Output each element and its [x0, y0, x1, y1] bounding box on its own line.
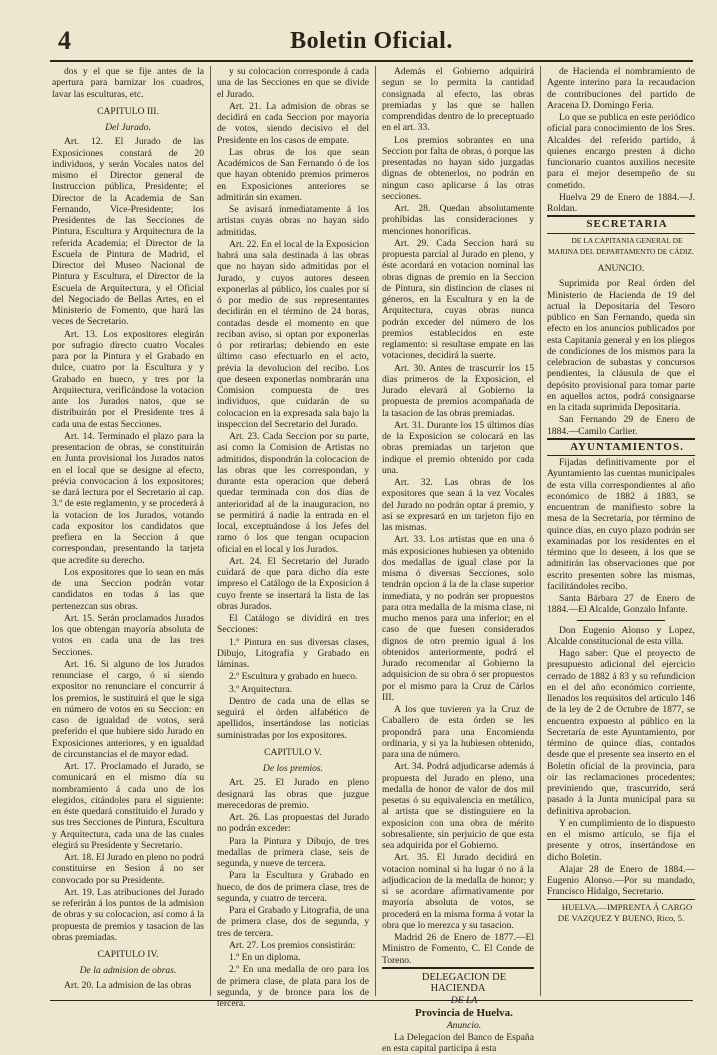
section-banner: AYUNTAMIENTOS. — [547, 438, 695, 456]
paragraph: Se avisará inmediatamente á los artistas cuyas obras no hayan sido admitidas. — [217, 204, 369, 238]
paragraph: Para la Pintura y Dibujo, de tres medallas de primera clase, seis de segunda, y nueve de tercera. — [217, 835, 369, 869]
paragraph: dos y el que se fije antes de la apertura para barnizar los cuadros, lavar las esculturas, etc. — [52, 66, 204, 100]
printer-imprint: HUELVA.—IMPRENTA Á CARGO DE VAZQUEZ Y BUENO, Rico, 5. — [547, 899, 695, 925]
page-number: 4 — [58, 26, 71, 55]
paragraph: Art. 32. Las obras de los expositores que sean á la vez Vocales del Jurado no podrán optar á premio, y así se expresará en un tarjeton fijo en las mismas. — [382, 477, 534, 533]
paragraph: Art. 14. Terminado el plazo para la presentacion de obras, se constituirán en Junta provisional los Jurados natos en el local que se designe al efecto, prévia convocacion á los expositores; se dará lectura por el Secretario al cap. 3.º de este reglamento, y se procederá á la votacion de los Jurados, votando cada expositor los candidatos que prefiera en la Seccion á que correspondan, presentando la tarjeta que acredite su derecho. — [52, 430, 204, 566]
section-rule — [577, 620, 665, 621]
paragraph: 2.º En una medalla de oro para los de primera clase, de plata para los de segunda, y de bronce para los de tercera. — [217, 964, 369, 1009]
paragraph: San Fernando 29 de Enero de 1884.—Camilo Carlier. — [547, 414, 695, 437]
paragraph: Alajar 28 de Enero de 1884.—Eugenio Alonso.—Por su mandado, Francisco Hidalgo, Secretario. — [547, 863, 695, 898]
paragraph: Art. 26. Las propuestas del Jurado no podrán exceder: — [217, 812, 369, 835]
paragraph: 1.º Pintura en sus diversas clases, Dibujo, Litografía y Grabado en láminas. — [217, 636, 369, 670]
centered-italic-line: Anuncio. — [446, 1019, 482, 1031]
footer-rule — [50, 1000, 693, 1001]
paragraph: Art. 31. Durante los 15 últimos días de la Exposicion se colocará en las obras premiadas un tarjeton que indique el premio obtenido por cada una. — [382, 419, 534, 476]
paragraph: Art. 16. Si alguno de los Jurados renunciase el cargo, ó si siendo expositor no renunciare el concurrir á los premios, le sustituirá el que le siga en número de votos en su Seccion: en caso de igualdad de votos, será preferido el que hubiere sido Jurado en Exposiciones anteriores, y en igualdad de circunstancias el de mayor edad. — [52, 658, 204, 760]
paragraph: Santa Bárbara 27 de Enero de 1884.—El Alcalde, Gonzalo Infante. — [547, 593, 695, 616]
section-heading: De los premios. — [262, 763, 324, 774]
chapter-heading: ANUNCIO. — [597, 263, 645, 274]
centered-bold-line: Provincia de Huelva. — [415, 1006, 513, 1019]
paragraph: Art. 29. Cada Seccion hará su propuesta parcial al Jurado en pleno, y éste acordará en votacion nominal las obras dignas de premio en la Seccion de Pintura, sin distincion de clases ni géneros, en la Escultura y en la de Arquitectura, cuyas obras nunca podrán exceder del número de los premios establecidos en este reglamento: si resultase empate en las votaciones, decidirá la suerte. — [382, 237, 534, 362]
paragraph: Además el Gobierno adquirirá segun se lo permita la cantidad consignada al efecto, las obras premiadas y las que se hallen comprendidas dentro de lo preceptuado en el art. 33. — [382, 66, 534, 134]
paragraph: Art. 28. Quedan absolutamente prohibidas las consideraciones y menciones honoríficas. — [382, 203, 534, 237]
section-heading: Del Jurado. — [105, 122, 151, 133]
chapter-heading: CAPITULO III. — [97, 105, 159, 117]
paragraph: Art. 19. Las atribuciones del Jurado se referirán á los puntos de la admision de obras y su colocacion, así como á la propuesta de premios y tasacion de las obras premiadas. — [52, 886, 204, 943]
newspaper-title: Boletin Oficial. — [290, 28, 453, 54]
paragraph: de Hacienda el nombramiento de Agente interino para la recaudacion de contribuciones del partido de Aracena D. Domingo Feria. — [547, 66, 695, 111]
paragraph: Dentro de cada una de ellas se seguirá el órden alfabético de apellidos, insertándose las noticias suministradas por los expositores. — [217, 695, 369, 741]
paragraph: Huelva 29 de Enero de 1884.—J. Roldan. — [547, 191, 695, 214]
chapter-heading: CAPITULO V. — [264, 746, 322, 758]
chapter-heading: CAPITULO IV. — [97, 949, 159, 960]
paragraph: Art. 23. Cada Seccion por su parte, así como la Comision de Artistas no admitidos, dispondrán la colocacion de las obras que les correspondan, y durante esta operacion que deberá quedar terminada con dos días de anterioridad al de la inauguracion, no se permitirá á nadie la entrada en el local, exceptuándose á los Jefes del ramo ó los que tengan ocupacion oficial en el local y los Jurados. — [217, 431, 369, 555]
paragraph: El Catálogo se dividirá en tres Secciones: — [217, 613, 369, 636]
paragraph: Fijadas definitivamente por el Ayuntamiento las cuentas municipales de esta villa correspondientes al año económico de 1882 á 1883, se encuentran de manifiesto sobre la mesa de la Secretaría, por término de quince días, en cuyo plazo podrán ser examinadas por los residentes en el término que lo deseen, á los que se admitirán las observaciones que por escrito presenten sobre las mismas, facilitándoles recibo. — [547, 457, 695, 592]
header-rule — [50, 60, 693, 62]
section-banner: SECRETARIA — [547, 215, 695, 233]
paragraph: Y en cumplimiento de lo dispuesto en el mismo artículo, se fija el presente y otros, insertándose en dicho Boletín. — [547, 817, 695, 863]
paragraph: Suprimida por Real órden del Ministerio de Hacienda de 19 del actual la Depositaría del Tesoro público en San Fernando, queda sin efecto en los anuncios publicados por esta Capitanía general y en los pliegos de condiciones de los mismos para la celebracion de subastas y concursos pendientes, la cláusula de que el depósito provisional para tomar parte en aquellos actos, podrá consignarse en la citada suprimida Depositaría. — [547, 278, 695, 413]
paragraph: Art. 33. Los artistas que en una ó más exposiciones hubiesen ya obtenido dos medallas de igual clase por la misma ó diversas Secciones, solo tendrán opcion á la de la clase superior inmediata, y no podrán ser propuestos para otra medalla de la misma clase, ni mucho menos para una inferior; en el caso de que fuesen considerados dignos de otro premio igual á los obtenidos anteriormente, podrá el Jurado recomendar al Gobierno la adquisicion de su obra ó ser propuestos por el mismo para la Cruz de Cárlos III. — [382, 534, 534, 703]
section-subtitle: DE LA CAPITANIA GENERAL DE MARINA DEL DEPARTAMENTO DE CÁDIZ. — [548, 235, 694, 256]
paragraph: 1.º En un diploma. — [229, 952, 301, 963]
paragraph: A los que tuvieren ya la Cruz de Caballero de esta órden se les propondrá para una Encomienda ordinaria, y si ya la hubiesen obtenido, para una de número. — [382, 704, 534, 760]
paragraph: Los premios sobrantes en una Seccion por falta de obras, ó porque las presentadas no hayan sido juzgadas dignas de obtenerlos, no podrán en ningun caso aplicarse á las otras secciones. — [382, 134, 534, 202]
paragraph: Art. 24. El Secretario del Jurado cuidará de que para dicho día este impreso el Catálogo de la Exposicion á cuyo frente se insertará la lista de las obras Jurados. — [217, 555, 369, 612]
centered-italic-line: DE LA — [450, 995, 478, 1007]
paragraph: La Delegacion del Banco de España en esta capital participa á esta — [382, 1032, 534, 1055]
paragraph: Art. 15. Serán proclamados Jurados los que obtengan mayoría absoluta de votos en cada una de las tres Secciones. — [52, 612, 204, 658]
column-1 — [52, 66, 204, 996]
paragraph: Art. 22. En el local de la Exposicion habrá una sala destinada á las obras que no hayan sido admitidas por el Jurado, y cuyos autores deseen exponerlas al público, los cuales por sí ó por medio de sus representantes decidirán en el término de 24 horas, contadas desde el momento en que reciban aviso, si optan por exponerlas ó por retirarlas; debiendo en este último caso efectuarlo en el acto, prévia la devolucion del recibo. Los que deseen exponerlas nombrarán una Comision compuesta de tres individuos, que cuidarán de su colocacion en la expresada sala bajo la inspeccion del Secretario del Jurado. — [217, 238, 369, 430]
paragraph: Art. 27. Los premios consistirán: — [229, 939, 356, 951]
paragraph: Lo que se publica en este periódico oficial para conocimiento de los Sres. Alcaldes del referido partido, á quienes encargo presten á dicho funcionario cuantos auxilios necesite para el mejor desempeño de su cometido. — [547, 112, 695, 191]
paragraph: Art. 34. Podrá adjudicarse además á propuesta del Jurado en pleno, una medalla de honor de valor de dos mil pesetas ó su equivalencia en metálico, al artista que se distinguiere en la exposicion con una obra de mérito sobresaliente, sin perjuicio de que esta sea adquirida por el Gobierno. — [382, 761, 534, 851]
paragraph: Hago saber: Que el proyecto de presupuesto adicional del ejercicio cerrado de 1882 á 83 y su refundicion en el del año económico corriente, llenados los requisitos del artículo 146 de la ley de 2 de Octubre de 1877, se encuentra expuesto al público en la Secretaría de este Ayuntamiento, por término de quince días, contados desde que el presente sea inserto en el Boletín oficial de la provincia, para oir las reclamaciones procedentes; previniendo que, trascurrido, será pasado á la Junta municipal para su definitiva aprobacion. — [547, 648, 695, 817]
paragraph: 2.º Escultura y grabado en hueco. — [229, 671, 358, 683]
delegation-heading: DELEGACION DE HACIENDA — [382, 967, 534, 995]
paragraph: Para el Grabado y Litografía, de una de primera clase, dos de segunda, y tres de tercera. — [217, 905, 369, 939]
paragraph: Art. 35. El Jurado decidirá en votacion nominal si ha lugar ó no á la adjudicacion de la medalla de honor; y si se acordare afirmativamente por mayoría absoluta de votos, se procederá en la misma forma á votar la obra que lo merezca y su tasacion. — [382, 852, 534, 931]
paragraph: Art. 21. La admision de obras se decidirá en cada Seccion por mayoría de votos, siendo decisivo el del Presidente en los casos de empate. — [217, 100, 369, 146]
paragraph: Don Eugenio Alonso y Lopez, Alcalde constitucional de esta villa. — [547, 624, 695, 647]
paragraph: Art. 17. Proclamado el Jurado, se comunicará en el mismo día su nombramiento á cada uno de los elegidos, citándoles para el siguiente: en éste quedará constituido el Jurado y sus tres Secciones de Pintura, Escultura y Arquitectura, cada una de las cuales elegirá su Presidente y Secretario. — [52, 761, 204, 851]
page-header — [50, 26, 693, 60]
column-3 — [382, 66, 534, 1055]
paragraph: Art. 30. Antes de trascurrir los 15 días primeros de la Exposicion, el Jurado elevará al Gobierno la propuesta de premios acompañada de la tasacion de las obras premiadas. — [382, 362, 534, 419]
paragraph: Art. 18. El Jurado en pleno no podrá constituirse en Sesion á no ser convocado por su Presidente. — [52, 852, 204, 886]
paragraph: Art. 20. La admision de las obras — [64, 979, 192, 991]
paragraph: 3.º Arquitectura. — [229, 683, 292, 695]
paragraph: Art. 12. El Jurado de las Exposiciones constará de 20 individuos, y serán Vocales natos del mismo el Director general de Instruccion pública, Presidente; el Director de la Academia de San Fernando, Vice-Presidente; los Presidentes de las Secciones de Pintura, Escultura y Arquitectura de la referida Academia; el Director de la Escuela de Pintura de Madrid, el Director del Museo Nacional de Pintura y Escultura, el Director de la Escuela de Arquitectura, y el Oficial del Negociado de Bellas Artes, en el Ministerio de Fomento, que hará las veces de Secretario. — [52, 136, 204, 328]
paragraph: Para la Escultura y Grabado en hueco, de dos de primera clase, tres de segunda, y cuatro de tercera. — [217, 870, 369, 904]
paragraph: Las obras de los que sean Académicos de San Fernando ó de los que hayan obtenido premios primeros en Exposiciones anteriores se admitirán sin examen. — [217, 146, 369, 203]
paragraph: Madrid 26 de Enero de 1877.—El Ministro de Fomento, C. El Conde de Toreno. — [382, 932, 534, 966]
column-4 — [547, 66, 695, 996]
paragraph: Art. 25. El Jurado en pleno designará las obras que juzgue merecedoras de premio. — [217, 777, 369, 811]
columns-container — [52, 66, 695, 1055]
column-2 — [217, 66, 369, 1009]
paragraph: y su colocacion corresponde á cada una de las Secciones en que se divide el Jurado. — [217, 66, 369, 100]
section-heading: De la admision de obras. — [79, 965, 177, 977]
paragraph: Los expositores que lo sean en más de una Seccion podrán votar candidatos en todas á las que pertenezcan sus obras. — [52, 566, 204, 612]
paragraph: Art. 13. Los expositores elegirán por sufragio directo cuatro Vocales para por la Pintura y el Grabado en dulce, cuatro por la Escultura y y Grabado en hueco, y tres por la Arquitectura, verificándose la votacion ante los Jurados natos, que se distribuirán por el Presidente tres á cada una de estas Secciones. — [52, 328, 204, 430]
